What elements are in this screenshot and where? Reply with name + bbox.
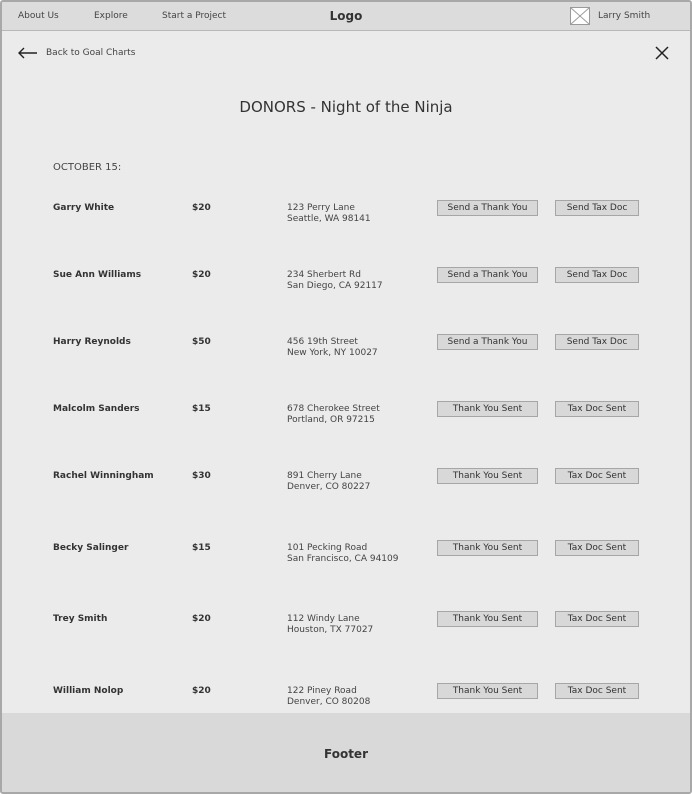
donor-name: Garry White: [53, 203, 115, 213]
page-title: DONORS - Night of the Ninja: [239, 98, 453, 116]
donor-row: [2, 333, 690, 361]
donor-address-line2: Portland, OR 97215: [287, 415, 375, 425]
thank-you-sent-button[interactable]: Thank You Sent: [437, 540, 538, 556]
arrow-left-icon: [18, 47, 38, 59]
donor-address-line1: 123 Perry Lane: [287, 203, 355, 213]
tax-doc-sent-button[interactable]: Tax Doc Sent: [555, 611, 639, 627]
donor-address-line2: Denver, CO 80208: [287, 697, 371, 707]
thank-you-sent-button[interactable]: Thank You Sent: [437, 683, 538, 699]
thank-you-sent-button[interactable]: Thank You Sent: [437, 611, 538, 627]
donor-address-line1: 112 Windy Lane: [287, 614, 360, 624]
donor-address-line2: San Diego, CA 92117: [287, 281, 383, 291]
donor-row: [2, 199, 690, 227]
image-placeholder-icon[interactable]: [570, 7, 590, 25]
tax-doc-sent-button[interactable]: Tax Doc Sent: [555, 540, 639, 556]
user-name[interactable]: Larry Smith: [598, 11, 651, 21]
tax-doc-sent-button[interactable]: Tax Doc Sent: [555, 401, 639, 417]
donor-amount: $20: [192, 203, 211, 213]
donor-name: Becky Salinger: [53, 543, 129, 553]
date-group-label: OCTOBER 15:: [53, 162, 122, 173]
donor-amount: $20: [192, 686, 211, 696]
donor-name: Rachel Winningham: [53, 471, 154, 481]
donor-row: [2, 539, 690, 567]
donor-amount: $20: [192, 270, 211, 280]
donor-address-line1: 891 Cherry Lane: [287, 471, 362, 481]
donor-address-line1: 234 Sherbert Rd: [287, 270, 361, 280]
send-tax-doc-button[interactable]: Send Tax Doc: [555, 334, 639, 350]
donor-amount: $30: [192, 471, 211, 481]
tax-doc-sent-button[interactable]: Tax Doc Sent: [555, 468, 639, 484]
nav-start-project-link[interactable]: Start a Project: [162, 11, 227, 21]
donor-name: Sue Ann Williams: [53, 270, 142, 280]
thank-you-sent-button[interactable]: Thank You Sent: [437, 468, 538, 484]
donor-address-line1: 678 Cherokee Street: [287, 404, 380, 414]
donor-name: Trey Smith: [53, 614, 108, 624]
donor-address-line2: Seattle, WA 98141: [287, 214, 371, 224]
nav-about-us-link[interactable]: About Us: [18, 11, 59, 21]
close-button[interactable]: [655, 46, 669, 60]
donor-address-line2: Denver, CO 80227: [287, 482, 371, 492]
send-thank-you-button[interactable]: Send a Thank You: [437, 267, 538, 283]
donor-amount: $20: [192, 614, 211, 624]
footer: [2, 713, 690, 794]
back-link-label: Back to Goal Charts: [46, 48, 136, 58]
donor-row: [2, 266, 690, 294]
donor-row: [2, 400, 690, 428]
donor-address-line1: 101 Pecking Road: [287, 543, 368, 553]
donor-name: Malcolm Sanders: [53, 404, 140, 414]
logo: Logo: [329, 9, 363, 23]
donor-address-line2: Houston, TX 77027: [287, 625, 374, 635]
send-thank-you-button[interactable]: Send a Thank You: [437, 200, 538, 216]
send-thank-you-button[interactable]: Send a Thank You: [437, 334, 538, 350]
donor-address-line1: 456 19th Street: [287, 337, 358, 347]
footer-label: Footer: [324, 747, 368, 761]
donor-address-line2: San Francisco, CA 94109: [287, 554, 399, 564]
donor-name: William Nolop: [53, 686, 124, 696]
donor-name: Harry Reynolds: [53, 337, 131, 347]
donor-row: [2, 610, 690, 638]
back-to-goal-charts-link[interactable]: [18, 46, 135, 60]
donor-row: [2, 467, 690, 495]
tax-doc-sent-button[interactable]: Tax Doc Sent: [555, 683, 639, 699]
close-icon: [655, 46, 669, 60]
donor-address-line1: 122 Piney Road: [287, 686, 357, 696]
donor-amount: $15: [192, 404, 211, 414]
donor-row: [2, 682, 690, 710]
top-nav-bar: [2, 2, 690, 31]
send-tax-doc-button[interactable]: Send Tax Doc: [555, 267, 639, 283]
thank-you-sent-button[interactable]: Thank You Sent: [437, 401, 538, 417]
nav-explore-link[interactable]: Explore: [94, 11, 128, 21]
donor-amount: $15: [192, 543, 211, 553]
send-tax-doc-button[interactable]: Send Tax Doc: [555, 200, 639, 216]
donor-address-line2: New York, NY 10027: [287, 348, 378, 358]
donor-amount: $50: [192, 337, 211, 347]
